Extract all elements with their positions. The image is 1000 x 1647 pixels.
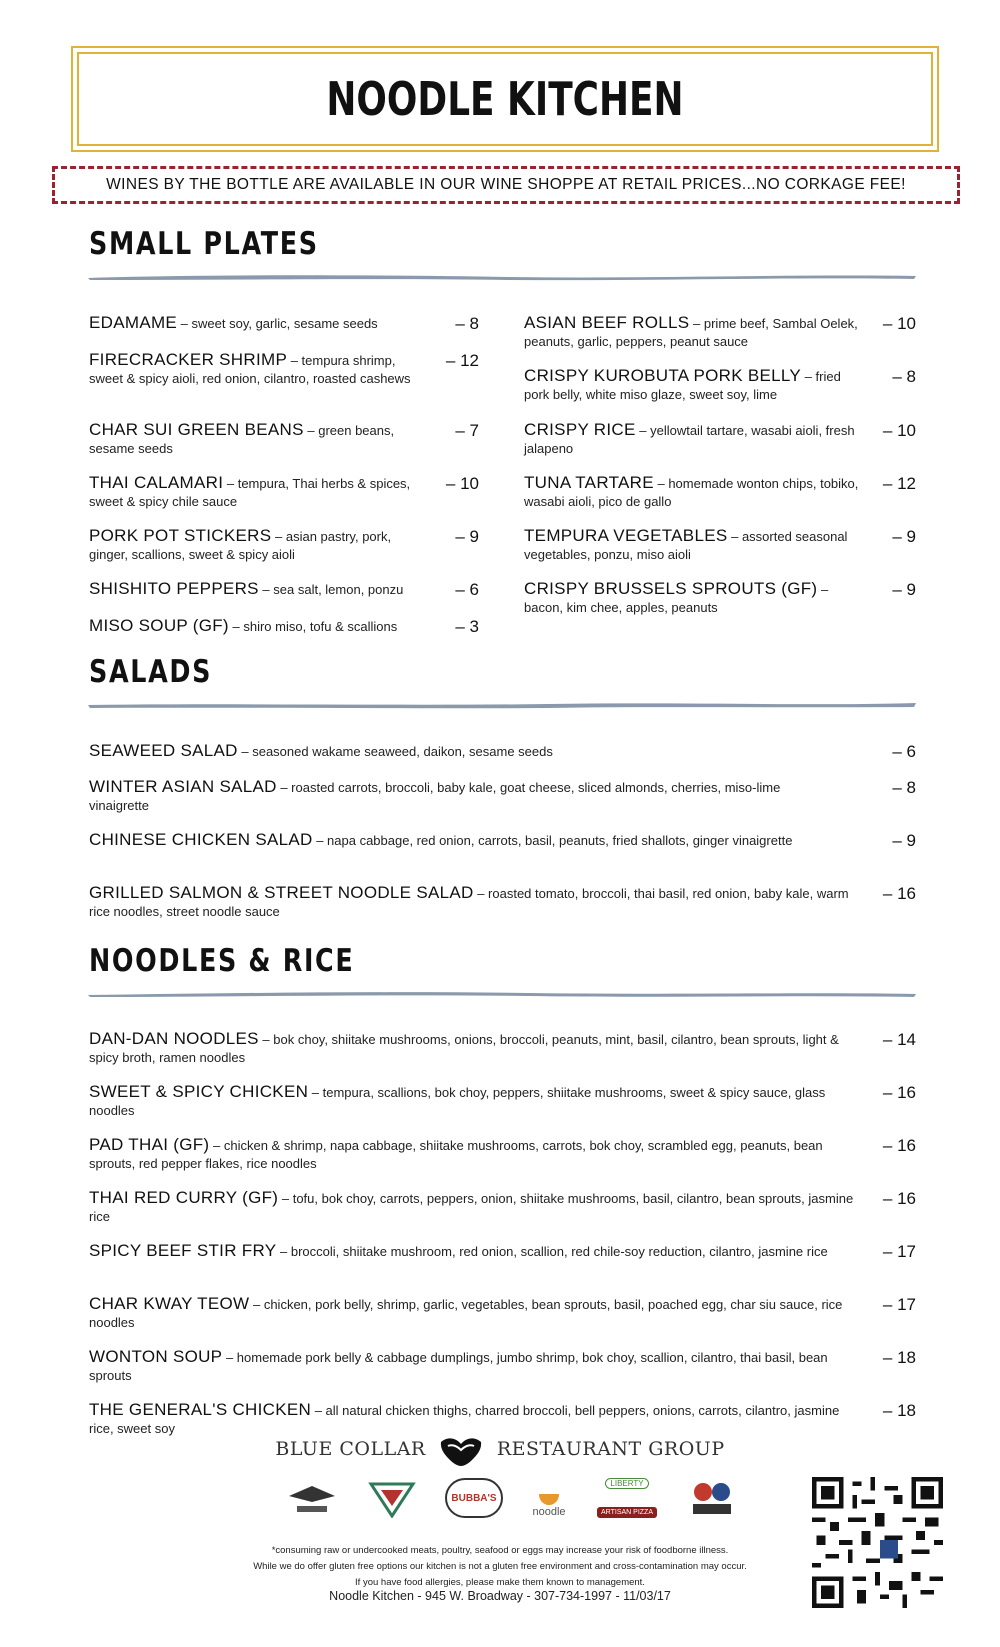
item-price: – 10: [882, 421, 916, 440]
brand-left-text: BLUE COLLAR: [275, 1438, 426, 1460]
item-price: – 8: [455, 314, 479, 333]
disclaimer-line: While we do offer gluten free options our kitchen is not a gluten free environment and cross-contamination may occur.: [253, 1561, 747, 1572]
menu-item: FIRECRACKER SHRIMP – tempura shrimp, sweet & spicy aioli, red onion, cilantro, roasted cashews: [89, 350, 411, 386]
item-price: – 16: [882, 884, 916, 903]
menu-item: THE GENERAL'S CHICKEN – all natural chicken thighs, charred broccoli, bell peppers, onions, carrots, cilantro, jasmine rice, sweet soy: [89, 1400, 840, 1436]
item-price: – 8: [892, 778, 916, 797]
item-price: – 16: [882, 1136, 916, 1155]
disclaimer-line: If you have food allergies, please make them known to management.: [355, 1577, 645, 1588]
brand-right-text: RESTAURANT GROUP: [496, 1438, 725, 1460]
menu-item: CHAR KWAY TEOW – chicken, pork belly, shrimp, garlic, vegetables, bean sprouts, basil, poached egg, char siu sauce, rice noodles: [89, 1294, 843, 1330]
menu-item: SPICY BEEF STIR FRY – broccoli, shiitake mushroom, red onion, scallion, red chile-soy reduction, cilantro, jasmine rice: [89, 1241, 828, 1260]
item-price: – 14: [882, 1030, 916, 1049]
title-box: [77, 52, 933, 146]
item-price: – 16: [882, 1189, 916, 1208]
menu-item: DAN-DAN NOODLES – bok choy, shiitake mushrooms, onions, broccoli, peanuts, mint, basil, cilantro, bean sprouts, light & spicy broth, ramen noodles: [89, 1029, 839, 1065]
item-price: – 12: [882, 474, 916, 493]
brush-divider: [88, 989, 916, 999]
item-price: – 17: [882, 1242, 916, 1261]
restaurant-logos: [285, 1478, 739, 1518]
menu-item: THAI CALAMARI – tempura, Thai herbs & spices, sweet & spicy chile sauce: [89, 473, 411, 509]
item-price: – 8: [892, 367, 916, 386]
menu-item: ASIAN BEEF ROLLS – prime beef, Sambal Oelek, peanuts, garlic, peppers, peanut sauce: [524, 313, 858, 349]
character-logo-icon: [685, 1478, 739, 1518]
section-title-small-plates: SMALL PLATES: [89, 226, 319, 262]
item-price: – 12: [445, 351, 479, 370]
menu-item: CRISPY KUROBUTA PORK BELLY – fried pork belly, white miso glaze, sweet soy, lime: [524, 366, 841, 402]
menu-item: PAD THAI (GF) – chicken & shrimp, napa cabbage, shiitake mushrooms, carrots, bok choy, scrambled egg, peanuts, bean sprouts, red pepper flakes, rice noodles: [89, 1135, 823, 1171]
menu-item: CHAR SUI GREEN BEANS – green beans, sesame seeds: [89, 420, 395, 456]
bowl-icon: [538, 1492, 560, 1506]
menu-item: CRISPY RICE – yellowtail tartare, wasabi aioli, fresh jalapeno: [524, 420, 855, 456]
menu-item: CHINESE CHICKEN SALAD – napa cabbage, red onion, carrots, basil, peanuts, fried shallots, ginger vinaigrette: [89, 830, 793, 849]
bubbas-logo: BUBBA'S: [445, 1478, 503, 1518]
item-price: – 6: [892, 742, 916, 761]
brush-divider: [88, 272, 916, 282]
menu-item: WINTER ASIAN SALAD – roasted carrots, broccoli, baby kale, goat cheese, sliced almonds, cherries, miso-lime vinaigrette: [89, 777, 781, 813]
liberty-artisan-logo: LIBERTY ARTISAN PIZZA: [595, 1478, 659, 1518]
section-title-noodles-rice: NOODLES & RICE: [89, 943, 355, 979]
menu-item: CRISPY BRUSSELS SPROUTS (GF) – bacon, kim chee, apples, peanuts: [524, 579, 829, 615]
menu-item: SWEET & SPICY CHICKEN – tempura, scallions, bok choy, peppers, shiitake mushrooms, sweet & spicy sauce, glass noodles: [89, 1082, 826, 1118]
item-price: – 18: [882, 1348, 916, 1367]
item-price: – 17: [882, 1295, 916, 1314]
item-price: – 18: [882, 1401, 916, 1420]
item-price: – 9: [892, 527, 916, 546]
wine-notice: [52, 166, 960, 204]
menu-item: MISO SOUP (GF) – shiro miso, tofu & scallions: [89, 616, 398, 635]
menu-item: GRILLED SALMON & STREET NOODLE SALAD – roasted tomato, broccoli, thai basil, red onion, baby kale, warm rice noodles, street noodle sauce: [89, 883, 849, 919]
page-title: NOODLE KITCHEN: [326, 72, 684, 126]
item-price: – 7: [455, 421, 479, 440]
menu-item: TUNA TARTARE – homemade wonton chips, tobiko, wasabi aioli, pico de gallo: [524, 473, 859, 509]
address-line: Noodle Kitchen - 945 W. Broadway - 307-734-1997 - 11/03/17: [329, 1589, 671, 1603]
menu-item: EDAMAME – sweet soy, garlic, sesame seeds: [89, 313, 378, 332]
item-price: – 9: [892, 580, 916, 599]
menu-item: TEMPURA VEGETABLES – assorted seasonal vegetables, ponzu, miso aioli: [524, 526, 848, 562]
noodle-logo: noodle: [529, 1478, 569, 1518]
menu-item: THAI RED CURRY (GF) – tofu, bok choy, carrots, peppers, onion, shiitake mushrooms, basil, cilantro, bean sprouts, jasmine rice: [89, 1188, 854, 1224]
wine-notice-text: WINES BY THE BOTTLE ARE AVAILABLE IN OUR WINE SHOPPE AT RETAIL PRICES...NO CORKAGE FEE!: [106, 176, 906, 193]
menu-item: SEAWEED SALAD – seasoned wakame seaweed, daikon, sesame seeds: [89, 741, 553, 760]
section-title-salads: SALADS: [89, 654, 213, 690]
item-price: – 10: [445, 474, 479, 493]
item-price: – 6: [455, 580, 479, 599]
menu-item: WONTON SOUP – homemade pork belly & cabbage dumplings, jumbo shrimp, bok choy, scallion, cilantro, thai basil, bean sprouts: [89, 1347, 828, 1383]
eagle-logo-icon: [285, 1478, 339, 1518]
item-price: – 3: [455, 617, 479, 636]
menu-item: SHISHITO PEPPERS – sea salt, lemon, ponzu: [89, 579, 404, 598]
triangle-logo-icon: [365, 1478, 419, 1518]
item-price: – 10: [882, 314, 916, 333]
brush-divider: [88, 700, 916, 710]
mustache-icon: [438, 1432, 484, 1468]
item-price: – 9: [892, 831, 916, 850]
disclaimer-line: *consuming raw or undercooked meats, poultry, seafood or eggs may increase your risk of foodborne illness.: [271, 1545, 729, 1556]
qr-code-icon[interactable]: [812, 1477, 943, 1608]
item-price: – 9: [455, 527, 479, 546]
item-price: – 16: [882, 1083, 916, 1102]
footer-brand: [0, 1432, 1000, 1468]
menu-item: PORK POT STICKERS – asian pastry, pork, ginger, scallions, sweet & spicy aioli: [89, 526, 392, 562]
